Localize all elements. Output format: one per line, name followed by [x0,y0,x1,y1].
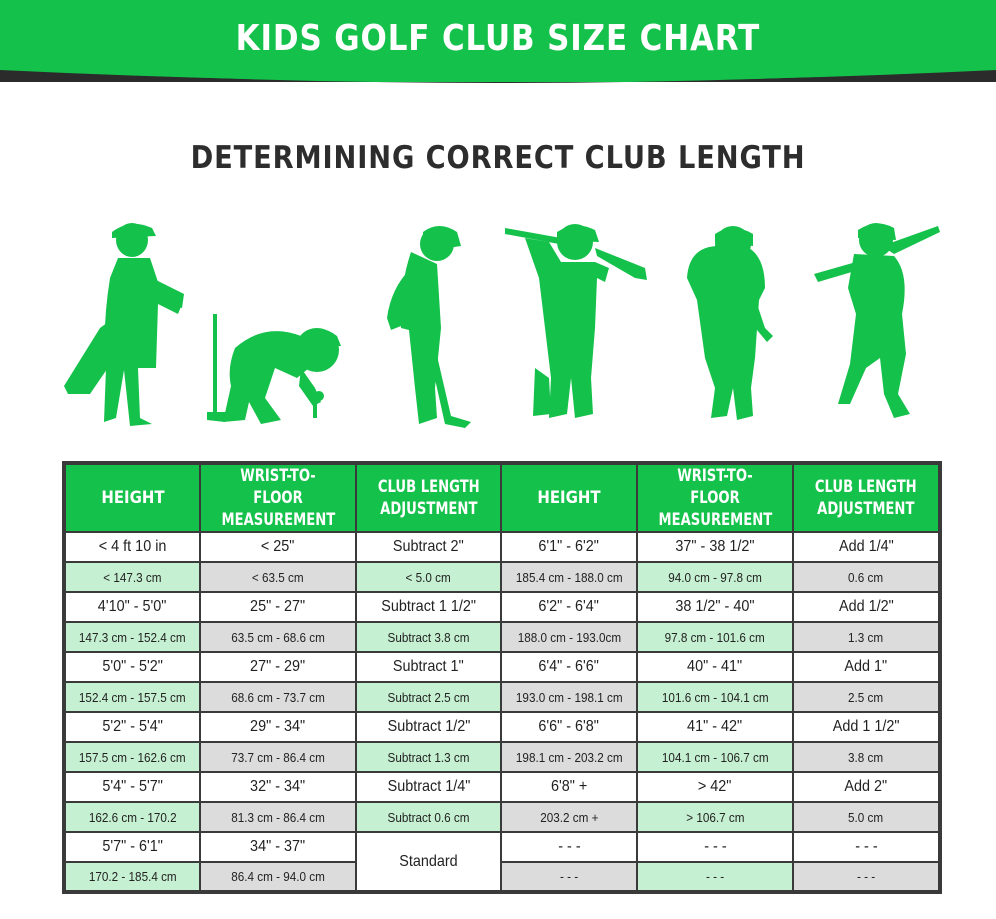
table-cell: - - - [637,832,793,862]
table-cell: Add 1/2" [793,592,940,622]
table-cell: 147.3 cm - 152.4 cm [64,622,200,652]
table-cell: Subtract 1/4" [356,772,501,802]
table-header-row [64,463,940,532]
table-cell: Subtract 1/2" [356,712,501,742]
header-height: HEIGHT [64,463,200,532]
table-cell: > 106.7 cm [637,802,793,832]
table-cell: 73.7 cm - 86.4 cm [200,742,356,772]
table-row [64,622,940,652]
table-cell: 193.0 cm - 198.1 cm [501,682,637,712]
table-cell: < 4 ft 10 in [64,532,200,562]
table-cell: 29" - 34" [200,712,356,742]
table-cell: < 63.5 cm [200,562,356,592]
table-row [64,562,940,592]
table-cell: - - - [793,862,940,892]
table-cell: 6'2" - 6'4" [501,592,637,622]
table-cell: < 5.0 cm [356,562,501,592]
table-row [64,712,940,742]
club-size-table [62,461,942,894]
table-cell: 38 1/2" - 40" [637,592,793,622]
table-cell: 1.3 cm [793,622,940,652]
table-cell: Subtract 1" [356,652,501,682]
table-cell-standard: Standard [356,832,501,892]
table-cell: 5.0 cm [793,802,940,832]
table-cell: 40" - 41" [637,652,793,682]
table-cell: 6'4" - 6'6" [501,652,637,682]
table-cell: Subtract 2" [356,532,501,562]
table-row [64,592,940,622]
table-cell: 5'0" - 5'2" [64,652,200,682]
table-cell: Add 1" [793,652,940,682]
table-row [64,532,940,562]
table-cell: 27" - 29" [200,652,356,682]
table-cell: - - - [637,862,793,892]
header-wrist-to-floor: WRIST-TO-FLOOR MEASUREMENT [200,463,356,532]
section-subtitle: DETERMINING CORRECT CLUB LENGTH [190,140,806,176]
table-cell: Add 1 1/2" [793,712,940,742]
table-cell: < 25" [200,532,356,562]
table-cell: 198.1 cm - 203.2 cm [501,742,637,772]
table-cell: > 42" [637,772,793,802]
table-cell: 157.5 cm - 162.6 cm [64,742,200,772]
table-row [64,862,940,892]
table-cell: < 147.3 cm [64,562,200,592]
table-cell: 152.4 cm - 157.5 cm [64,682,200,712]
table-row [64,772,940,802]
table-cell: Add 2" [793,772,940,802]
header-wrist-to-floor: WRIST-TO-FLOOR MEASUREMENT [637,463,793,532]
header-height: HEIGHT [501,463,637,532]
table-cell: 94.0 cm - 97.8 cm [637,562,793,592]
table-cell: 2.5 cm [793,682,940,712]
table-cell: - - - [793,832,940,862]
table-cell: 37" - 38 1/2" [637,532,793,562]
table-cell: 3.8 cm [793,742,940,772]
table-cell: 188.0 cm - 193.0cm [501,622,637,652]
table-cell: - - - [501,862,637,892]
table-cell: 0.6 cm [793,562,940,592]
table-cell: 25" - 27" [200,592,356,622]
table-cell: Subtract 2.5 cm [356,682,501,712]
table-cell: 63.5 cm - 68.6 cm [200,622,356,652]
table-cell: 5'4" - 5'7" [64,772,200,802]
table-cell: 97.8 cm - 101.6 cm [637,622,793,652]
table-cell: 162.6 cm - 170.2 [64,802,200,832]
banner-swoosh [0,58,996,92]
table-cell: 68.6 cm - 73.7 cm [200,682,356,712]
table-cell: 81.3 cm - 86.4 cm [200,802,356,832]
table-cell: 32" - 34" [200,772,356,802]
table-cell: 6'8" + [501,772,637,802]
kid-backswing-icon [505,218,655,438]
table-cell: 86.4 cm - 94.0 cm [200,862,356,892]
page-title: KIDS GOLF CLUB SIZE CHART [235,17,761,59]
table-cell: Subtract 3.8 cm [356,622,501,652]
table-row [64,742,940,772]
table-row [64,832,940,862]
golfer-silhouettes [55,218,945,438]
table-cell: 5'7" - 6'1" [64,832,200,862]
header-club-length: CLUB LENGTH ADJUSTMENT [356,463,501,532]
table-cell: Subtract 0.6 cm [356,802,501,832]
table-cell: Subtract 1 1/2" [356,592,501,622]
table-cell: 101.6 cm - 104.1 cm [637,682,793,712]
kid-placing-tee-icon [205,218,345,438]
table-cell: 5'2" - 5'4" [64,712,200,742]
table-cell: Subtract 1.3 cm [356,742,501,772]
table-cell: 203.2 cm + [501,802,637,832]
table-cell: 104.1 cm - 106.7 cm [637,742,793,772]
table-cell: 34" - 37" [200,832,356,862]
table-cell: Add 1/4" [793,532,940,562]
kid-standing-with-club-icon [375,218,485,438]
table-cell: 170.2 - 185.4 cm [64,862,200,892]
table-row [64,802,940,832]
table-cell: 6'6" - 6'8" [501,712,637,742]
table-row [64,652,940,682]
table-row [64,682,940,712]
kid-follow-through-icon [810,218,945,438]
table-cell: 41" - 42" [637,712,793,742]
kid-carrying-bag-icon [60,218,190,438]
table-cell: - - - [501,832,637,862]
kid-standing-back-view-icon [675,218,785,438]
table-cell: 4'10" - 5'0" [64,592,200,622]
table-cell: 185.4 cm - 188.0 cm [501,562,637,592]
table-cell: 6'1" - 6'2" [501,532,637,562]
header-club-length: CLUB LENGTH ADJUSTMENT [793,463,940,532]
